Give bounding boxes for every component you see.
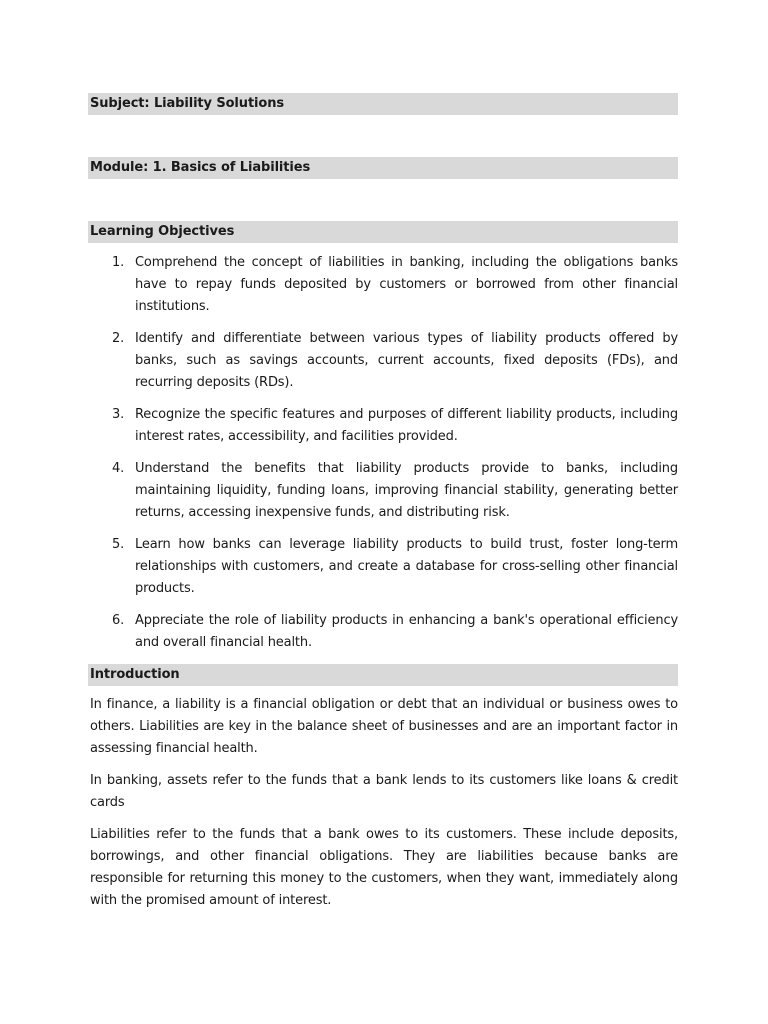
learning-objectives-list [88, 252, 678, 654]
objective-text: Appreciate the role of liability products in enhancing a bank's operational efficiency and overall financial health. [135, 613, 678, 650]
objective-text: Comprehend the concept of liabilities in banking, including the obligations banks have to repay funds deposited by customers or borrowed from other financial institutions. [135, 255, 678, 314]
objective-text: Understand the benefits that liability products provide to banks, including maintaining liquidity, funding loans, improving financial stability, generating better returns, accessing inexpensive funds, and distributing risk. [135, 461, 678, 520]
learning-objectives-heading: Learning Objectives [88, 221, 678, 243]
objective-item [88, 404, 678, 448]
objective-item [88, 534, 678, 600]
introduction-paragraph: In banking, assets refer to the funds that a bank lends to its customers like loans & credit cards [90, 773, 678, 810]
objective-item [88, 458, 678, 524]
objective-number: 3. [112, 407, 125, 422]
objective-number: 5. [112, 537, 125, 552]
module-heading: Module: 1. Basics of Liabilities [88, 157, 678, 179]
objective-item [88, 328, 678, 394]
objective-item [88, 610, 678, 654]
objective-number: 2. [112, 331, 125, 346]
objective-number: 1. [112, 255, 125, 270]
subject-heading: Subject: Liability Solutions [88, 93, 678, 115]
objective-text: Identify and differentiate between various types of liability products offered by banks, such as savings accounts, current accounts, fixed deposits (FDs), and recurring deposits (RDs). [135, 331, 678, 390]
introduction-paragraph: In finance, a liability is a financial obligation or debt that an individual or business owes to others. Liabilities are key in the balance sheet of businesses and are an important factor in assessing financial health. [90, 697, 678, 756]
objective-item [88, 252, 678, 318]
introduction-paragraph: Liabilities refer to the funds that a bank owes to its customers. These include deposits, borrowings, and other financial obligations. They are liabilities because banks are responsible for returning this money to the customers, when they want, immediately along with the promised amount of interest. [90, 827, 678, 908]
objective-text: Recognize the specific features and purposes of different liability products, including interest rates, accessibility, and facilities provided. [135, 407, 678, 444]
objective-text: Learn how banks can leverage liability products to build trust, foster long-term relationships with customers, and create a database for cross-selling other financial products. [135, 537, 678, 596]
introduction-heading: Introduction [88, 664, 678, 686]
objective-number: 6. [112, 613, 125, 628]
objective-number: 4. [112, 461, 125, 476]
